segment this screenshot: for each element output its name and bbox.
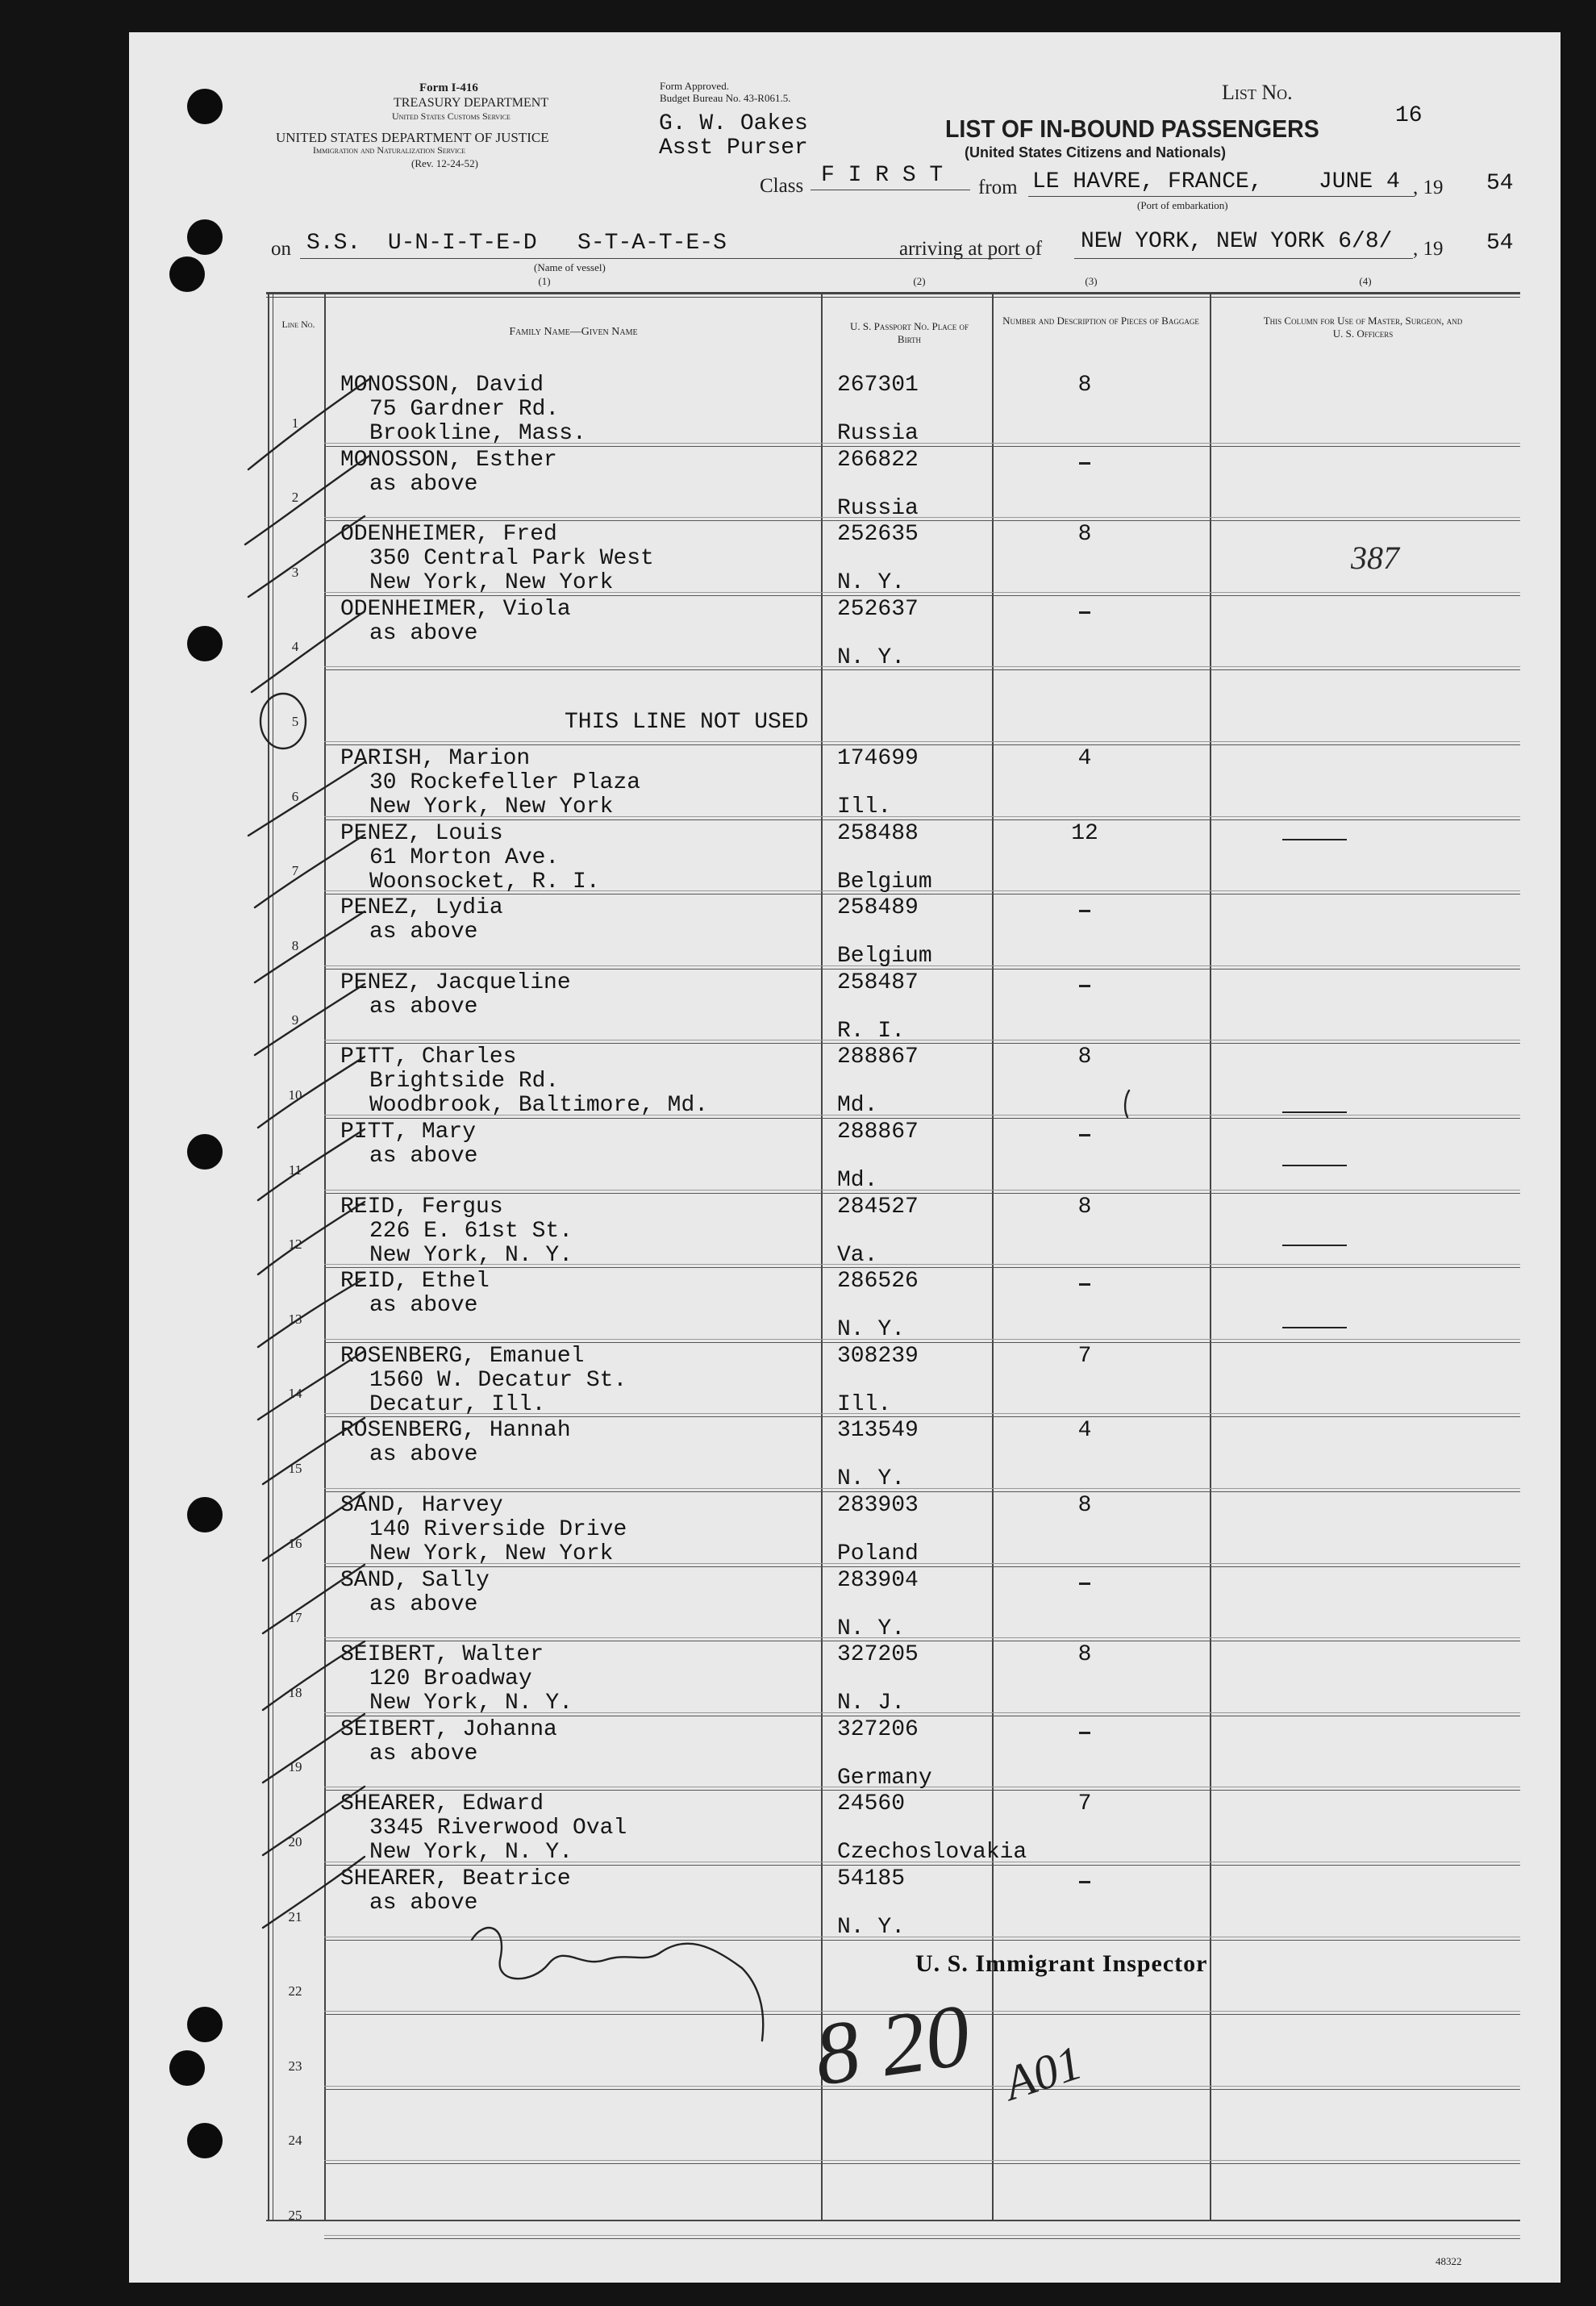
- check-mark-14: [258, 1351, 365, 1420]
- passenger-address-1: 226 E. 61st St.: [369, 1218, 573, 1244]
- check-mark-10: [258, 1057, 365, 1128]
- place-of-birth: Md.: [837, 1168, 878, 1193]
- revision: (Rev. 12-24-52): [411, 157, 478, 169]
- passenger-address-2: New York, N. Y.: [369, 1242, 573, 1268]
- baggage-count: 4: [1077, 746, 1092, 771]
- binder-hole: [187, 1497, 223, 1532]
- passenger-address-2: New York, N. Y.: [369, 1691, 573, 1716]
- line-number: 13: [288, 1311, 302, 1327]
- line-number: 24: [288, 2133, 302, 2149]
- binder-hole: [187, 219, 223, 255]
- passport-number: 313549: [837, 1418, 919, 1444]
- line-number: 23: [288, 2058, 302, 2074]
- col-num-3: (3): [1085, 275, 1098, 287]
- passenger-name: MONOSSON, Esther: [340, 447, 557, 473]
- passenger-name: PARISH, Marion: [340, 746, 531, 771]
- customs-service: United States Customs Service: [392, 111, 510, 122]
- check-mark-1: [248, 379, 369, 469]
- passport-number: 308239: [837, 1343, 919, 1369]
- line-number: 22: [288, 1983, 302, 2000]
- purser-name: G. W. Oakes: [659, 111, 808, 136]
- handwriting-overlay: [129, 32, 1561, 2283]
- place-of-birth: Russia: [837, 421, 919, 446]
- line-number: 14: [288, 1386, 302, 1402]
- baggage-count: 8: [1077, 522, 1092, 548]
- line-number: 5: [291, 714, 299, 729]
- check-mark-16: [263, 1492, 365, 1561]
- form-number: Form I-416: [419, 81, 478, 94]
- passport-number: 288867: [837, 1045, 919, 1070]
- line-5-circle: [260, 694, 306, 749]
- baggage-count: 8: [1077, 1194, 1092, 1220]
- place-of-birth: N. Y.: [837, 1915, 906, 1940]
- check-mark-15: [263, 1418, 365, 1484]
- check-mark-17: [263, 1565, 365, 1633]
- passenger-address-2: New York, New York: [369, 794, 614, 819]
- passenger-address-1: 140 Riverside Drive: [369, 1517, 627, 1542]
- passport-number: 258489: [837, 895, 919, 921]
- col-num-4: (4): [1359, 275, 1372, 287]
- list-subtitle: (United States Citizens and Nationals): [965, 144, 1227, 161]
- check-mark-2: [245, 456, 369, 544]
- check-mark-19: [263, 1714, 365, 1783]
- passenger-name: REID, Ethel: [340, 1269, 490, 1295]
- header-passport: U. S. Passport No. Place of Birth: [850, 320, 969, 346]
- baggage-count: 8: [1077, 1642, 1092, 1668]
- passenger-name: ODENHEIMER, Viola: [340, 596, 571, 622]
- place-of-birth: Ill.: [837, 794, 892, 819]
- passenger-name: PENEZ, Lydia: [340, 895, 503, 921]
- place-of-birth: Ill.: [837, 1391, 892, 1417]
- line-number: 20: [288, 1834, 302, 1849]
- justice-dept: UNITED STATES DEPARTMENT OF JUSTICE: [276, 130, 549, 145]
- passport-number: 266822: [837, 447, 919, 473]
- line-number: 16: [288, 1535, 302, 1551]
- passenger-address-1: 350 Central Park West: [369, 546, 654, 572]
- place-of-birth: N. Y.: [837, 1616, 906, 1641]
- header-baggage: Number and Description of Pieces of Baggage: [1002, 315, 1199, 327]
- on-label: on: [271, 238, 291, 260]
- check-mark-21: [263, 1857, 365, 1928]
- date-value: JUNE 4: [1319, 169, 1400, 194]
- check-mark-4: [252, 611, 365, 692]
- baggage-count: 8: [1077, 373, 1092, 398]
- passenger-address-1: as above: [369, 1891, 478, 1916]
- check-mark-20: [263, 1787, 365, 1855]
- passenger-address-2: Brookline, Mass.: [369, 421, 586, 446]
- passenger-name: PENEZ, Louis: [340, 820, 503, 846]
- budget-bureau: Budget Bureau No. 43-R061.5.: [660, 92, 791, 104]
- passport-number: 258487: [837, 970, 919, 995]
- check-mark-18: [263, 1641, 365, 1710]
- year-prefix: , 19: [1413, 177, 1444, 198]
- baggage-count: 4: [1077, 1418, 1092, 1444]
- list-no-label: List No.: [1222, 81, 1293, 104]
- header-line-no: Line No.: [281, 319, 315, 330]
- line-number: 25: [288, 2208, 302, 2223]
- place-of-birth: R. I.: [837, 1018, 906, 1044]
- passenger-name: SEIBERT, Walter: [340, 1642, 544, 1668]
- passenger-address-1: as above: [369, 919, 478, 945]
- passenger-address-2: New York, New York: [369, 570, 614, 596]
- inspector-stamp: U. S. Immigrant Inspector: [915, 1950, 1208, 1977]
- check-mark-7: [255, 835, 365, 907]
- passenger-name: SEIBERT, Johanna: [340, 1716, 557, 1742]
- list-no-value: 16: [1395, 103, 1423, 128]
- class-value: F I R S T: [821, 163, 944, 188]
- check-mark-13: [258, 1278, 365, 1347]
- baggage-count: 7: [1077, 1343, 1092, 1369]
- passport-number: 54185: [837, 1866, 906, 1891]
- vessel-name: S.S. U-N-I-T-E-D S-T-A-T-E-S: [306, 231, 727, 256]
- passenger-name: MONOSSON, David: [340, 373, 544, 398]
- vessel-caption: (Name of vessel): [534, 261, 606, 273]
- binder-hole: [187, 626, 223, 661]
- arriving-year: 54: [1486, 231, 1514, 256]
- port-embark-caption: (Port of embarkation): [1137, 199, 1228, 211]
- line-number: 10: [288, 1087, 302, 1103]
- passenger-address-1: 120 Broadway: [369, 1666, 532, 1692]
- place-of-birth: Poland: [837, 1541, 919, 1566]
- header-officers: This Column for Use of Master, Surgeon, and U. S. Officers: [1263, 315, 1463, 340]
- passenger-name: PITT, Mary: [340, 1120, 477, 1145]
- passenger-address-2: New York, N. Y.: [369, 1840, 573, 1866]
- passenger-name: SHEARER, Edward: [340, 1791, 544, 1817]
- check-mark-12: [258, 1202, 365, 1274]
- passport-number: 327205: [837, 1642, 919, 1668]
- place-of-birth: Md.: [837, 1093, 878, 1119]
- passport-number: 286526: [837, 1269, 919, 1295]
- place-of-birth: N. Y.: [837, 644, 906, 670]
- passport-number: 252637: [837, 596, 919, 622]
- baggage-count: 8: [1077, 1493, 1092, 1518]
- passenger-name: ROSENBERG, Emanuel: [340, 1343, 585, 1369]
- from-label: from: [978, 177, 1018, 198]
- passenger-address-1: as above: [369, 1293, 478, 1319]
- passenger-address-1: as above: [369, 471, 478, 497]
- place-of-birth: Va.: [837, 1242, 878, 1268]
- passenger-name: REID, Fergus: [340, 1194, 503, 1220]
- passenger-name: ROSENBERG, Hannah: [340, 1418, 571, 1444]
- binder-hole: [187, 2007, 223, 2042]
- footer-code: 48322: [1436, 2255, 1462, 2267]
- baggage-count: 12: [1071, 820, 1098, 846]
- baggage-count: 7: [1077, 1791, 1092, 1817]
- form-approved: Form Approved.: [660, 80, 729, 92]
- arriving-port: NEW YORK, NEW YORK 6/8/: [1081, 229, 1393, 254]
- handwritten-number: 387: [1351, 540, 1399, 576]
- ins-service: Immigration and Naturalization Service: [313, 144, 466, 156]
- check-mark-8: [255, 911, 365, 982]
- class-label: Class: [760, 175, 804, 197]
- passenger-address-1: as above: [369, 1741, 478, 1766]
- binder-hole: [187, 1134, 223, 1170]
- passport-number: 267301: [837, 373, 919, 398]
- place-of-birth: N. Y.: [837, 1466, 906, 1492]
- passenger-address-1: 30 Rockefeller Plaza: [369, 770, 641, 795]
- pencil-tick: [1125, 1090, 1129, 1117]
- document-page: [129, 32, 1561, 2283]
- passenger-address-1: as above: [369, 994, 478, 1020]
- passport-number: 283903: [837, 1493, 919, 1518]
- passenger-address-1: Brightside Rd.: [369, 1069, 560, 1095]
- place-of-birth: Belgium: [837, 869, 932, 894]
- arriving-label: arriving at port of: [899, 238, 1043, 260]
- binder-hole: [169, 2050, 205, 2086]
- passenger-name: SHEARER, Beatrice: [340, 1866, 571, 1891]
- passenger-address-1: 75 Gardner Rd.: [369, 397, 560, 422]
- handwritten-820: 8 20: [808, 1985, 977, 2104]
- place-of-birth: Germany: [837, 1765, 932, 1791]
- passenger-address-2: Woonsocket, R. I.: [369, 869, 600, 894]
- passport-number: 327206: [837, 1716, 919, 1742]
- passenger-address-1: 3345 Riverwood Oval: [369, 1816, 627, 1841]
- line-number: 21: [288, 1908, 302, 1924]
- passport-number: 284527: [837, 1194, 919, 1220]
- line-number: 17: [288, 1610, 302, 1626]
- passenger-address-2: New York, New York: [369, 1541, 614, 1566]
- binder-hole: [187, 2123, 223, 2158]
- place-of-birth: Belgium: [837, 944, 932, 970]
- line-number: 18: [288, 1684, 302, 1700]
- line-number: 7: [291, 863, 299, 879]
- passenger-address-1: 1560 W. Decatur St.: [369, 1367, 627, 1393]
- check-mark-9: [255, 984, 365, 1055]
- signature-scribble: [472, 1928, 763, 2041]
- passenger-name: SAND, Harvey: [340, 1493, 503, 1518]
- line-number: 1: [291, 415, 299, 431]
- line-number: 19: [288, 1759, 302, 1775]
- passenger-address-2: Decatur, Ill.: [369, 1391, 546, 1417]
- passenger-name: SAND, Sally: [340, 1567, 490, 1593]
- line-not-used-note: THIS LINE NOT USED: [565, 710, 809, 736]
- passenger-address-1: as above: [369, 1591, 478, 1617]
- line-number: 11: [288, 1161, 302, 1178]
- line-number: 12: [288, 1236, 302, 1253]
- list-title: LIST OF IN-BOUND PASSENGERS: [945, 115, 1319, 143]
- line-number: 9: [291, 1012, 299, 1028]
- passenger-address-1: as above: [369, 620, 478, 646]
- passenger-address-1: as above: [369, 1442, 478, 1468]
- place-of-birth: N. Y.: [837, 1317, 906, 1343]
- passenger-address-2: Woodbrook, Baltimore, Md.: [369, 1093, 709, 1119]
- check-mark-6: [248, 762, 365, 836]
- line-number: 15: [288, 1461, 302, 1476]
- line-number: 6: [291, 788, 299, 804]
- place-of-birth: N. J.: [837, 1691, 906, 1716]
- header-name: Family Name—Given Name: [509, 326, 638, 338]
- from-value: LE HAVRE, FRANCE,: [1032, 169, 1263, 194]
- line-number: 3: [291, 564, 299, 580]
- passenger-name: ODENHEIMER, Fred: [340, 522, 557, 548]
- arriving-year-prefix: , 19: [1413, 238, 1444, 260]
- passenger-name: PITT, Charles: [340, 1045, 517, 1070]
- handwritten-a01: A01: [998, 2035, 1089, 2111]
- baggage-count: 8: [1077, 1045, 1092, 1070]
- col-num-2: (2): [913, 275, 926, 287]
- check-mark-11: [258, 1129, 365, 1200]
- passport-number: 252635: [837, 522, 919, 548]
- binder-hole: [169, 256, 205, 292]
- passenger-address-1: as above: [369, 1144, 478, 1169]
- check-mark-3: [248, 516, 365, 597]
- line-number: 4: [291, 639, 299, 655]
- passenger-name: PENEZ, Jacqueline: [340, 970, 571, 995]
- passport-number: 174699: [837, 746, 919, 771]
- line-number: 8: [291, 937, 299, 953]
- treasury-dept: TREASURY DEPARTMENT: [394, 96, 549, 110]
- place-of-birth: Czechoslovakia: [837, 1840, 1027, 1866]
- passport-number: 258488: [837, 820, 919, 846]
- col-num-1: (1): [538, 275, 551, 287]
- place-of-birth: N. Y.: [837, 570, 906, 596]
- passport-number: 24560: [837, 1791, 906, 1817]
- line-number: 2: [291, 490, 299, 506]
- passport-number: 283904: [837, 1567, 919, 1593]
- purser-title: Asst Purser: [659, 136, 808, 161]
- binder-hole: [187, 89, 223, 124]
- year-value: 54: [1486, 171, 1514, 196]
- passenger-address-1: 61 Morton Ave.: [369, 844, 560, 870]
- place-of-birth: Russia: [837, 495, 919, 521]
- passport-number: 288867: [837, 1120, 919, 1145]
